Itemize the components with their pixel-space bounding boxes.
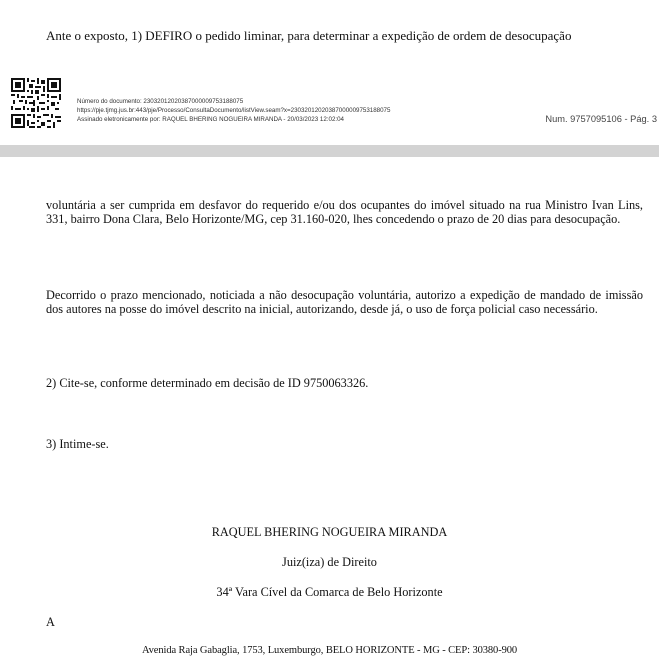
signer-name: RAQUEL BHERING NOGUEIRA MIRANDA bbox=[211, 525, 448, 539]
signed-by: Assinado eletronicamente por: RAQUEL BHERING NOGUEIRA MIRANDA - 20/03/2023 12:02:04 bbox=[77, 116, 344, 123]
signature-metadata bbox=[77, 97, 390, 124]
page-separator bbox=[0, 145, 659, 157]
paragraph-citacao: 2) Cite-se, conforme determinado em decisão de ID 9750063326. bbox=[46, 376, 369, 390]
signer-role: Juiz(iza) de Direito bbox=[282, 555, 377, 569]
document-url[interactable]: https://pje.tjmg.jus.br:443/pje/Processo/ConsultaDocumento/listView.seam?x=23032012020387000009753188075 bbox=[77, 107, 391, 114]
paragraph-intimacao: 3) Intime-se. bbox=[46, 437, 109, 451]
signer-court: 34ª Vara Cível da Comarca de Belo Horizonte bbox=[216, 585, 443, 599]
paragraph-imissao: Decorrido o prazo mencionado, noticiada a não desocupação voluntária, autorizo a expedição de mandado de imissão dos autores na posse do imóvel descrito na inicial, autorizando, desde já, o uso de força policial caso necessário. bbox=[46, 288, 643, 317]
intro-paragraph: Ante o exposto, 1) DEFIRO o pedido liminar, para determinar a expedição de ordem de desocupação bbox=[46, 28, 572, 43]
court-address-footer: Avenida Raja Gabaglia, 1753, Luxemburgo, BELO HORIZONTE - MG - CEP: 30380-900 bbox=[141, 645, 518, 656]
page-reference: Num. 9757095106 - Pág. 3 bbox=[545, 114, 657, 124]
paragraph-desocupacao: voluntária a ser cumprida em desfavor do requerido e/ou dos ocupantes do imóvel situado na rua Ministro Ivan Lins, 331, bairro Dona Clara, Belo Horizonte/MG, cep 31.160-020, lhes concedendo o prazo de 20 dias para desocupação. bbox=[46, 198, 643, 227]
document-number: Número do documento: 23032012020387000009753188075 bbox=[77, 98, 244, 105]
qr-code-icon bbox=[11, 78, 61, 128]
page-mark: A bbox=[46, 615, 55, 629]
